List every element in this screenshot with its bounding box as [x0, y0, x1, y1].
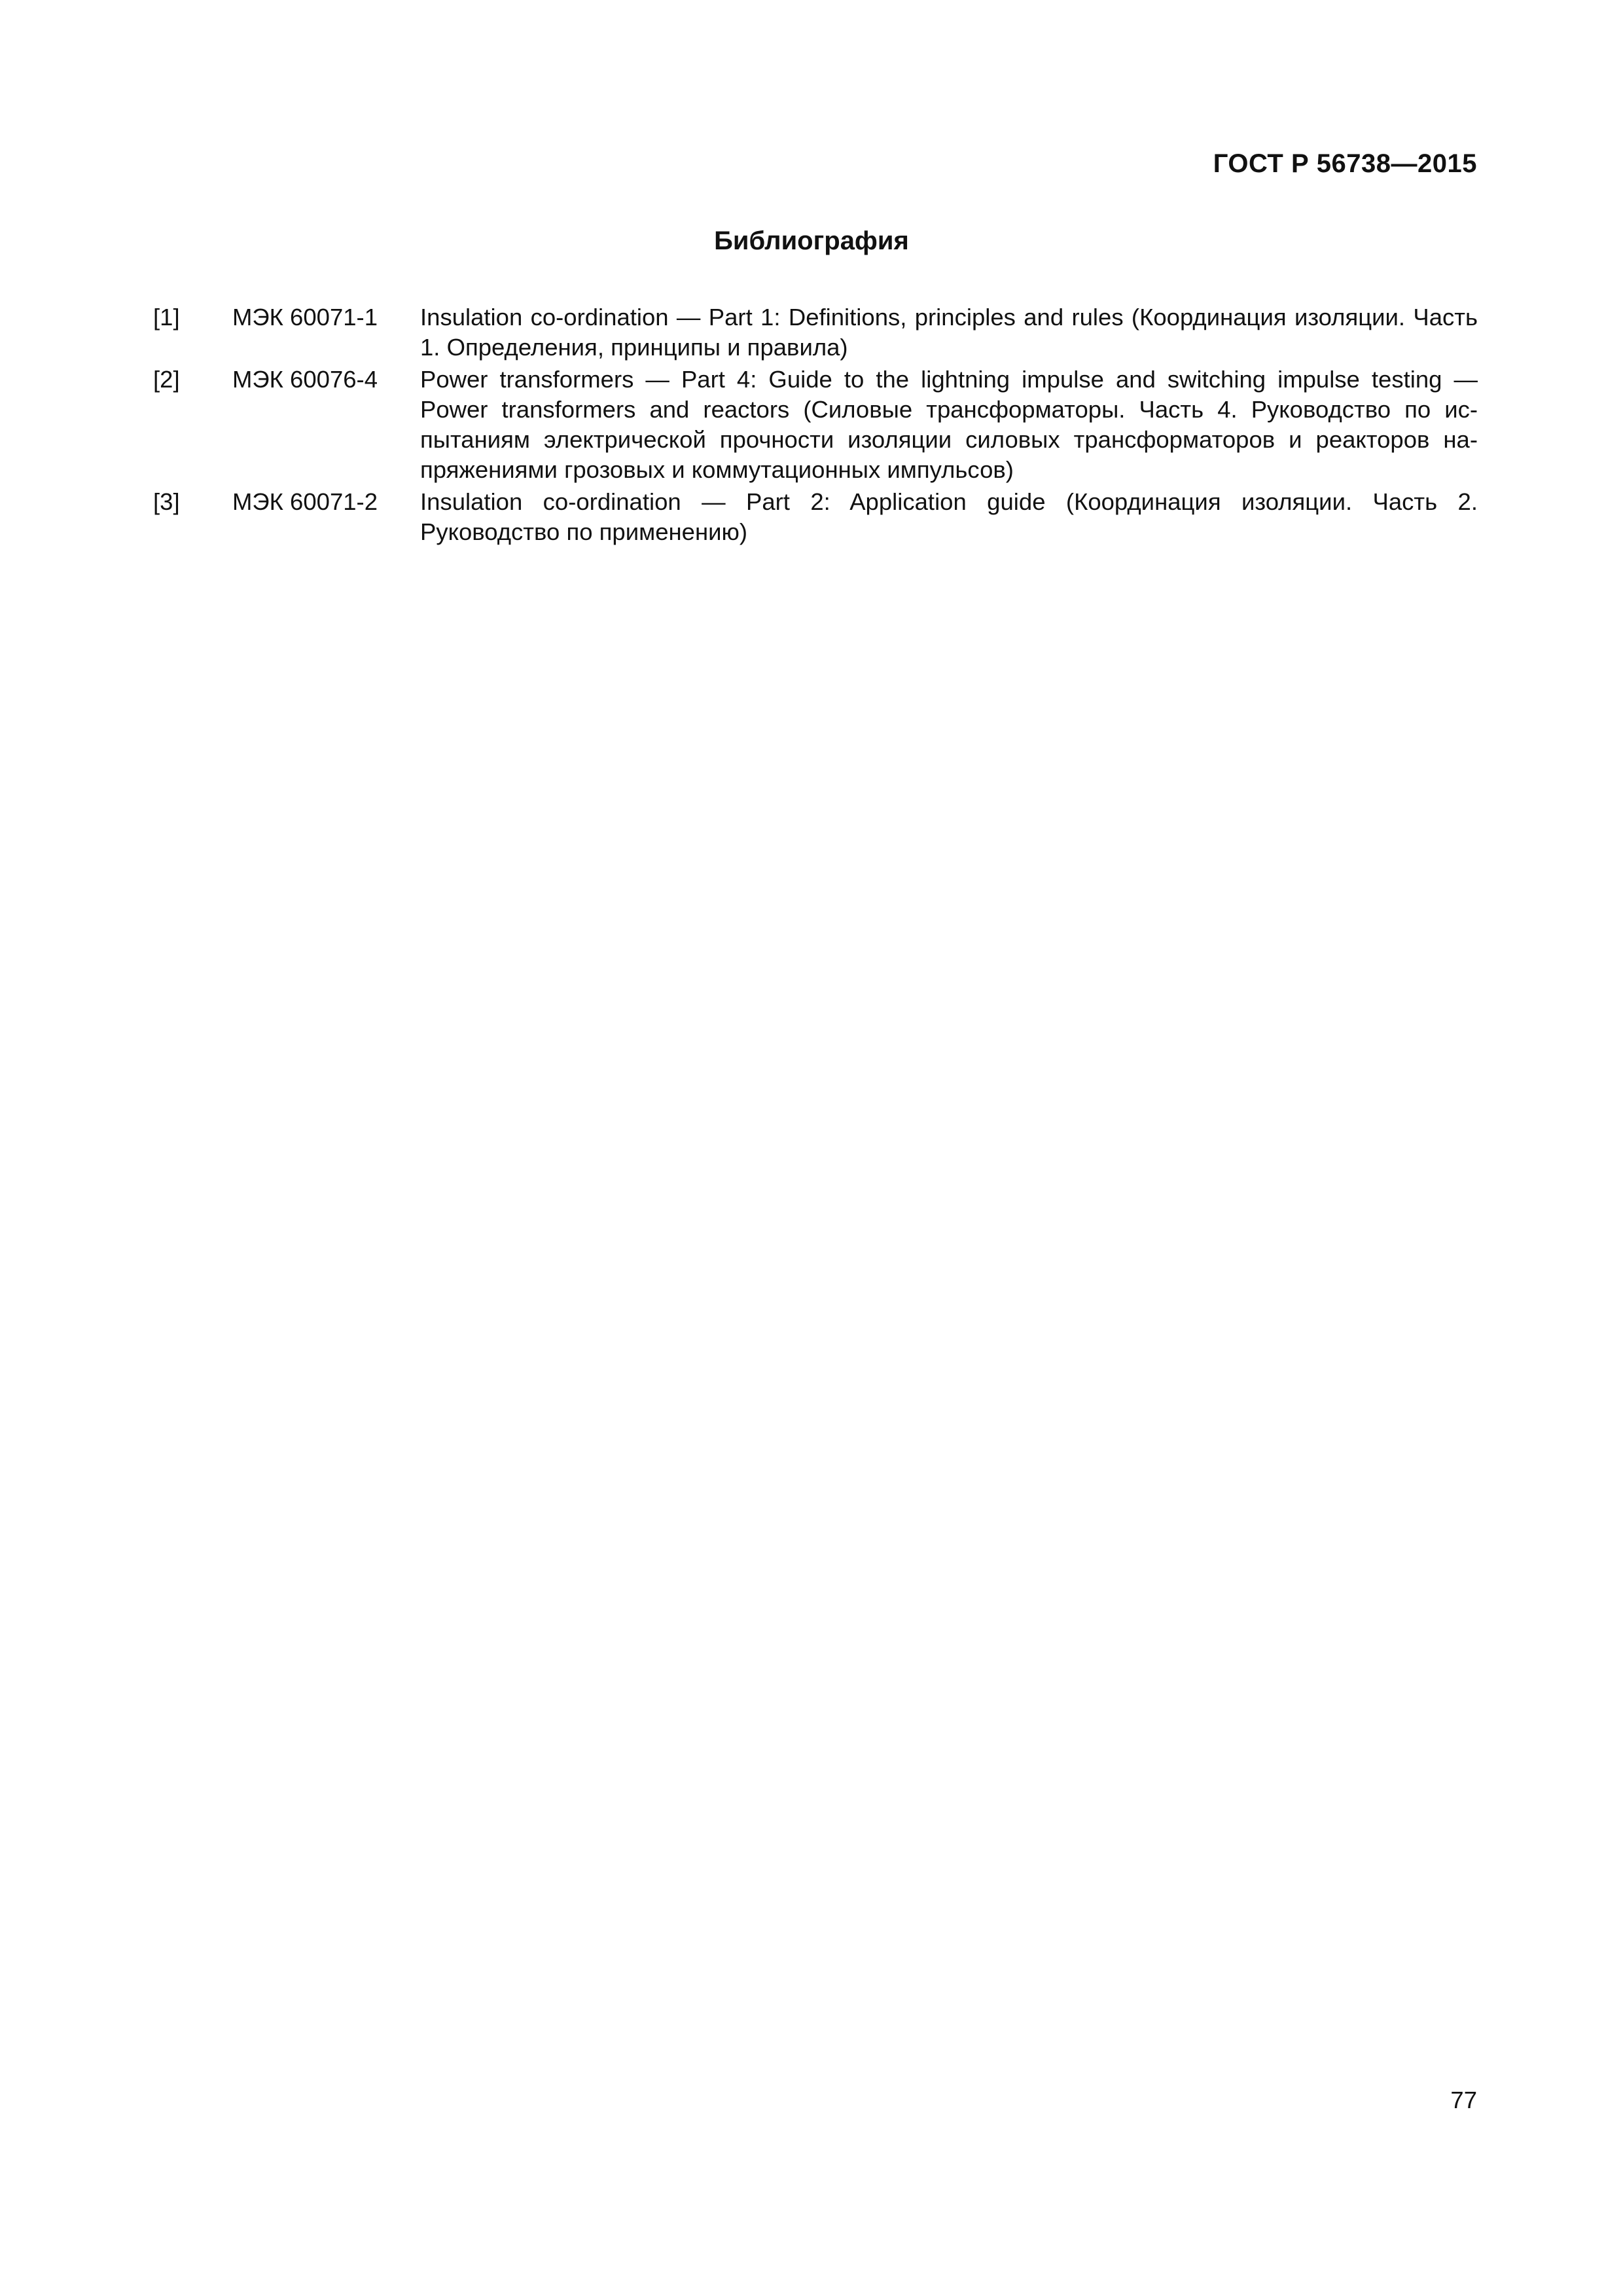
entry-number: [3]	[153, 488, 180, 515]
bibliography-entry	[153, 487, 1478, 547]
bibliography-list	[153, 302, 1478, 549]
bibliography-entry	[153, 365, 1478, 485]
bibliography-entry	[153, 302, 1478, 363]
entry-standard-code: МЭК 60071-1	[232, 304, 378, 331]
entry-number: [1]	[153, 304, 180, 331]
entry-number: [2]	[153, 366, 180, 393]
section-title: Библиография	[714, 226, 909, 255]
entry-standard-code: МЭК 60071-2	[232, 488, 378, 515]
standard-id-header: ГОСТ Р 56738—2015	[1213, 149, 1477, 178]
entry-title: Insulation co-ordination — Part 1: Definitions, principles and rules (Координация изоляции. Часть 1. Определения, принципы и правила)	[420, 304, 1478, 361]
page-number: 77	[1450, 2087, 1477, 2113]
entry-standard-code: МЭК 60076-4	[232, 366, 378, 393]
entry-title: Insulation co-ordination — Part 2: Application guide (Координация изоляции. Часть 2. Руководство по применению)	[420, 488, 1478, 545]
entry-title: Power transformers — Part 4: Guide to the lightning impulse and switching impulse testing — Power transformers and reactors (Силовые трансформаторы. Часть 4. Руководство по испытаниям электрической прочности изоляции силовых трансформаторов и реакторов напряжениями грозовых и коммутационных импульсов)	[420, 366, 1478, 483]
